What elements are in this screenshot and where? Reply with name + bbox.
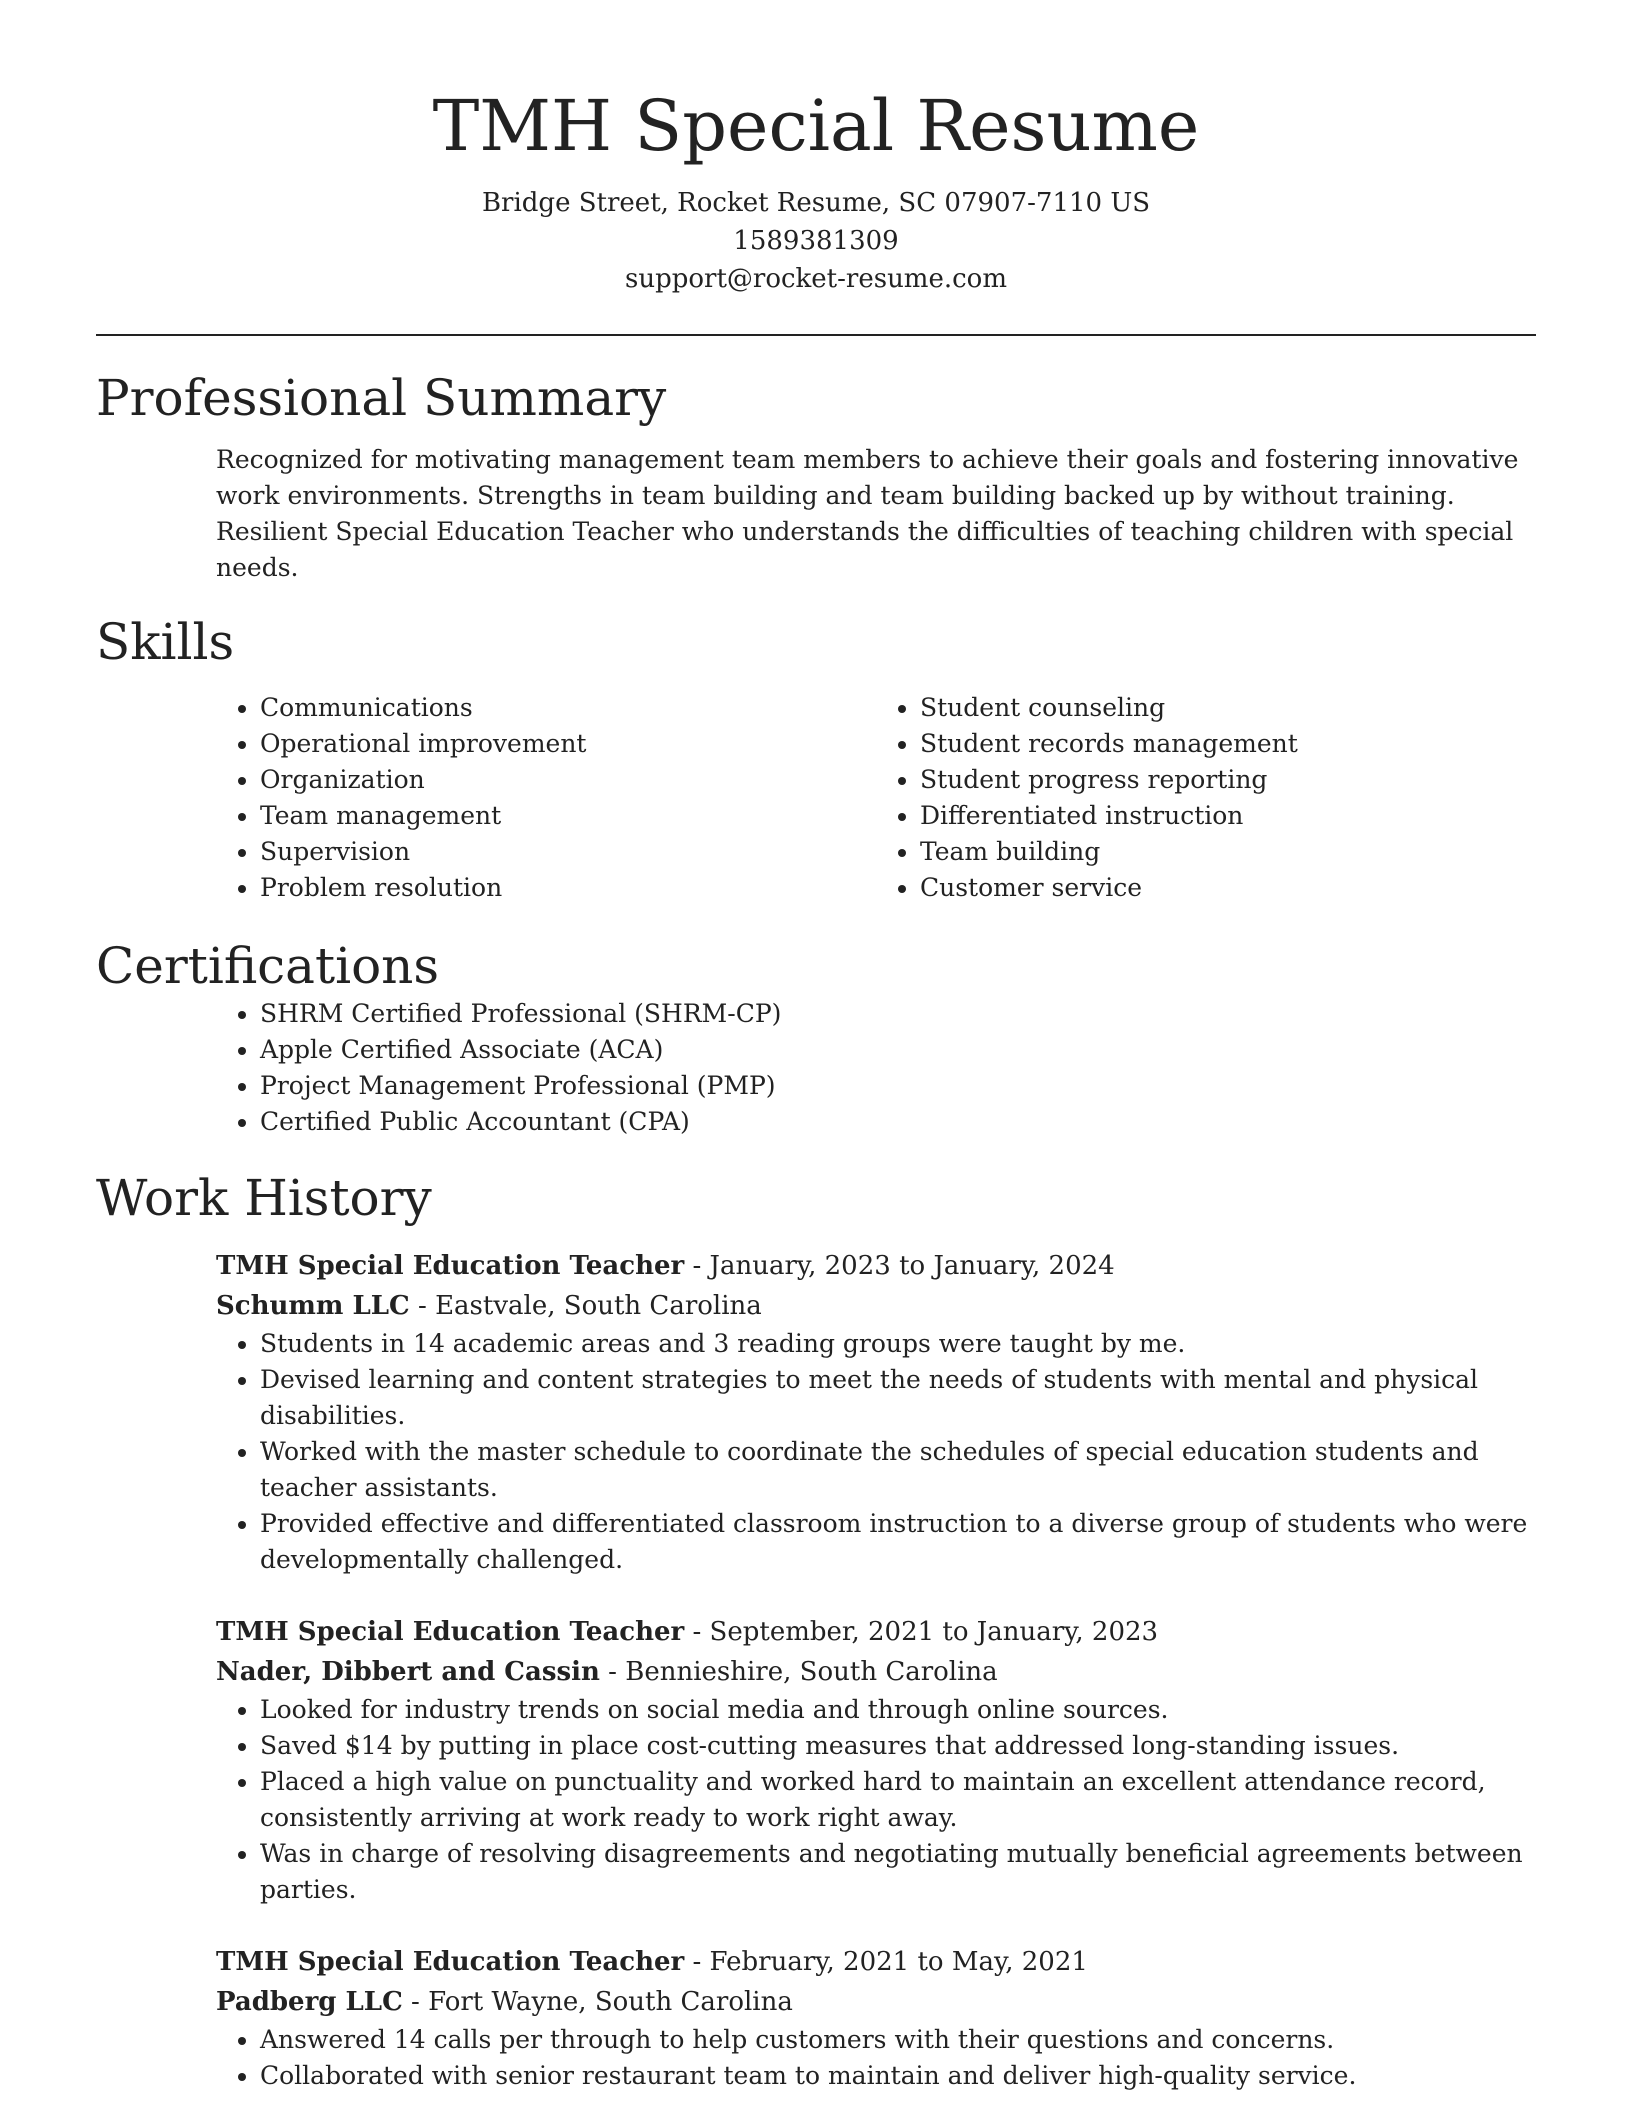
- phone-line: 1589381309: [733, 226, 899, 256]
- job-location: - Fort Wayne, South Carolina: [402, 1987, 793, 2017]
- job-title-line: [216, 1942, 1536, 1982]
- job-company-line: [216, 1982, 1536, 2022]
- header-divider: [96, 334, 1536, 336]
- job-bullet: • Devised learning and content strategies to meet the needs of students with mental and physical disabilities.: [260, 1362, 1536, 1434]
- job-company: Padberg LLC: [216, 1987, 403, 2017]
- skill-item: • Student records management: [920, 726, 1536, 762]
- job-bullet: • Worked with the master schedule to coordinate the schedules of special education students and teacher assistants.: [260, 1434, 1536, 1506]
- skill-item: • Customer service: [920, 870, 1536, 906]
- job-bullets: [216, 2022, 1536, 2094]
- skill-item: • Differentiated instruction: [920, 798, 1536, 834]
- job-location: - Eastvale, South Carolina: [409, 1291, 762, 1321]
- certification-item: • Apple Certified Associate (ACA): [260, 1032, 1536, 1068]
- candidate-name: TMH Special Resume: [432, 85, 1200, 167]
- job-company-line: [216, 1652, 1536, 1692]
- job-dates: - September, 2021 to January, 2023: [684, 1617, 1159, 1647]
- job-bullet: • Looked for industry trends on social media and through online sources.: [260, 1692, 1536, 1728]
- job-role: TMH Special Education Teacher: [216, 1617, 685, 1647]
- skill-item: • Supervision: [260, 834, 876, 870]
- skill-item: • Team building: [920, 834, 1536, 870]
- certifications-list: [216, 996, 1536, 1140]
- address-line: Bridge Street, Rocket Resume, SC 07907-7110 US: [481, 188, 1151, 218]
- job-title-line: [216, 1612, 1536, 1652]
- job-bullet: • Provided effective and differentiated classroom instruction to a diverse group of students who were developmentally challenged.: [260, 1506, 1536, 1578]
- job-bullet: • Was in charge of resolving disagreements and negotiating mutually beneficial agreements between parties.: [260, 1836, 1536, 1908]
- summary-text: Recognized for motivating management team members to achieve their goals and fostering innovative work environments. Strengths in team building and team building backed up by without training. Resilient Special Education Teacher who understands the difficulties of teaching children with special needs.: [216, 445, 1519, 582]
- job-bullet: • Placed a high value on punctuality and worked hard to maintain an excellent attendance record, consistently arriving at work ready to work right away.: [260, 1764, 1536, 1836]
- certification-item: • SHRM Certified Professional (SHRM-CP): [260, 996, 1536, 1032]
- skill-item: • Student counseling: [920, 690, 1536, 726]
- resume-page: [96, 0, 1536, 2094]
- job-entry: [216, 1612, 1536, 1908]
- skill-item: • Team management: [260, 798, 876, 834]
- skills-section: [96, 612, 1536, 906]
- skill-item: • Student progress reporting: [920, 762, 1536, 798]
- job-bullet: • Saved $14 by putting in place cost-cutting measures that addressed long-standing issues.: [260, 1728, 1536, 1764]
- skill-item: • Communications: [260, 690, 876, 726]
- certification-item: • Certified Public Accountant (CPA): [260, 1104, 1536, 1140]
- job-bullet: • Collaborated with senior restaurant team to maintain and deliver high-quality service.: [260, 2058, 1536, 2094]
- resume-header: [96, 0, 1536, 298]
- skill-item: • Operational improvement: [260, 726, 876, 762]
- job-bullet: • Answered 14 calls per through to help customers with their questions and concerns.: [260, 2022, 1536, 2058]
- job-title-line: [216, 1246, 1536, 1286]
- job-entry: [216, 1246, 1536, 1578]
- job-company: Schumm LLC: [216, 1291, 410, 1321]
- job-role: TMH Special Education Teacher: [216, 1251, 685, 1281]
- work-history-section: [96, 1168, 1536, 2094]
- job-location: - Bennieshire, South Carolina: [599, 1657, 998, 1687]
- job-dates: - January, 2023 to January, 2024: [684, 1251, 1115, 1281]
- skills-list-right: [876, 690, 1536, 906]
- job-bullets: [216, 1692, 1536, 1908]
- certifications-heading: Certifications: [96, 937, 440, 995]
- certification-item: • Project Management Professional (PMP): [260, 1068, 1536, 1104]
- summary-heading: Professional Summary: [96, 369, 667, 427]
- job-dates: - February, 2021 to May, 2021: [684, 1947, 1088, 1977]
- job-role: TMH Special Education Teacher: [216, 1947, 685, 1977]
- summary-section: [96, 368, 1536, 586]
- skill-item: • Organization: [260, 762, 876, 798]
- work-history-heading: Work History: [96, 1169, 432, 1227]
- job-bullets: [216, 1326, 1536, 1578]
- job-bullet: • Students in 14 academic areas and 3 reading groups were taught by me.: [260, 1326, 1536, 1362]
- job-entry: [216, 1942, 1536, 2094]
- certifications-section: [96, 936, 1536, 1140]
- email-line: support@rocket-resume.com: [624, 264, 1007, 294]
- job-company: Nader, Dibbert and Cassin: [216, 1657, 600, 1687]
- job-company-line: [216, 1286, 1536, 1326]
- skill-item: • Problem resolution: [260, 870, 876, 906]
- skills-list-left: [216, 690, 876, 906]
- jobs-container: [96, 1246, 1536, 2094]
- skills-heading: Skills: [96, 613, 235, 671]
